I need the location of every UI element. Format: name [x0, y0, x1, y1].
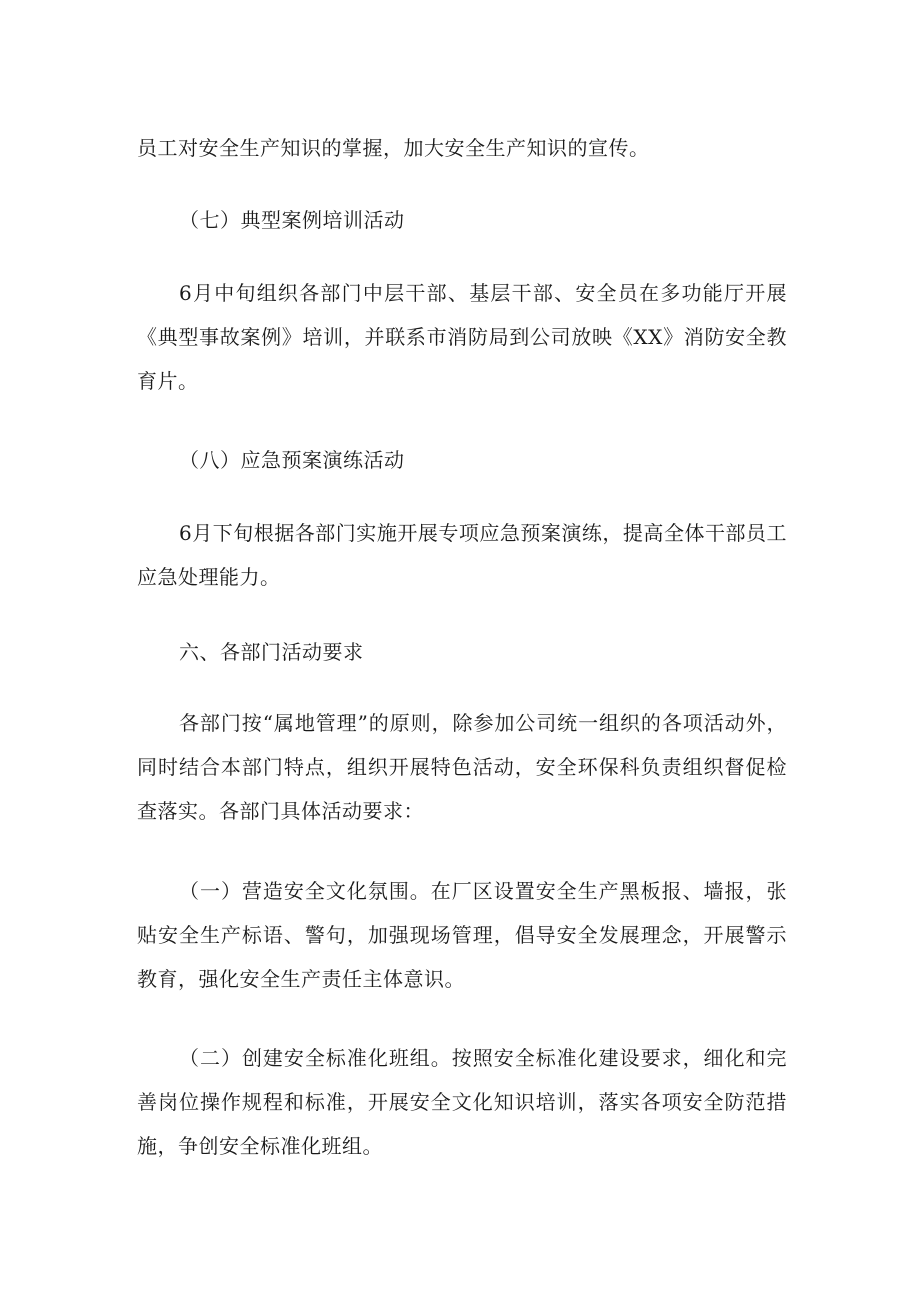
section-heading-7: （七）典型案例培训活动 [179, 208, 405, 232]
paragraph-standard-team: （二）创建安全标准化班组。按照安全标准化建设要求，细化和完善岗位操作规程和标准，开展安全文化知识培训，落实各项安全防范措施，争创安全标准化班组。 [137, 1046, 787, 1158]
paragraph-safety-culture: （一）营造安全文化氛围。在厂区设置安全生产黑板报、墙报，张贴安全生产标语、警句，加强现场管理，倡导安全发展理念，开展警示教育，强化安全生产责任主体意识。 [137, 879, 787, 991]
paragraph-case-training: 6月中旬组织各部门中层干部、基层干部、安全员在多功能厅开展《典型事故案例》培训，并联系市消防局到公司放映《XX》消防安全教育片。 [137, 281, 787, 393]
paragraph-emergency-drill: 6月下旬根据各部门实施开展专项应急预案演练，提高全体干部员工应急处理能力。 [137, 521, 787, 589]
paragraph-continuation: 员工对安全生产知识的掌握，加大安全生产知识的宣传。 [137, 136, 650, 160]
section-heading-6: 六、各部门活动要求 [179, 640, 364, 664]
section-heading-8: （八）应急预案演练活动 [179, 448, 405, 472]
paragraph-department-requirements: 各部门按“属地管理”的原则，除参加公司统一组织的各项活动外，同时结合本部门特点，组织开展特色活动，安全环保科负责组织督促检查落实。各部门具体活动要求： [137, 711, 787, 823]
